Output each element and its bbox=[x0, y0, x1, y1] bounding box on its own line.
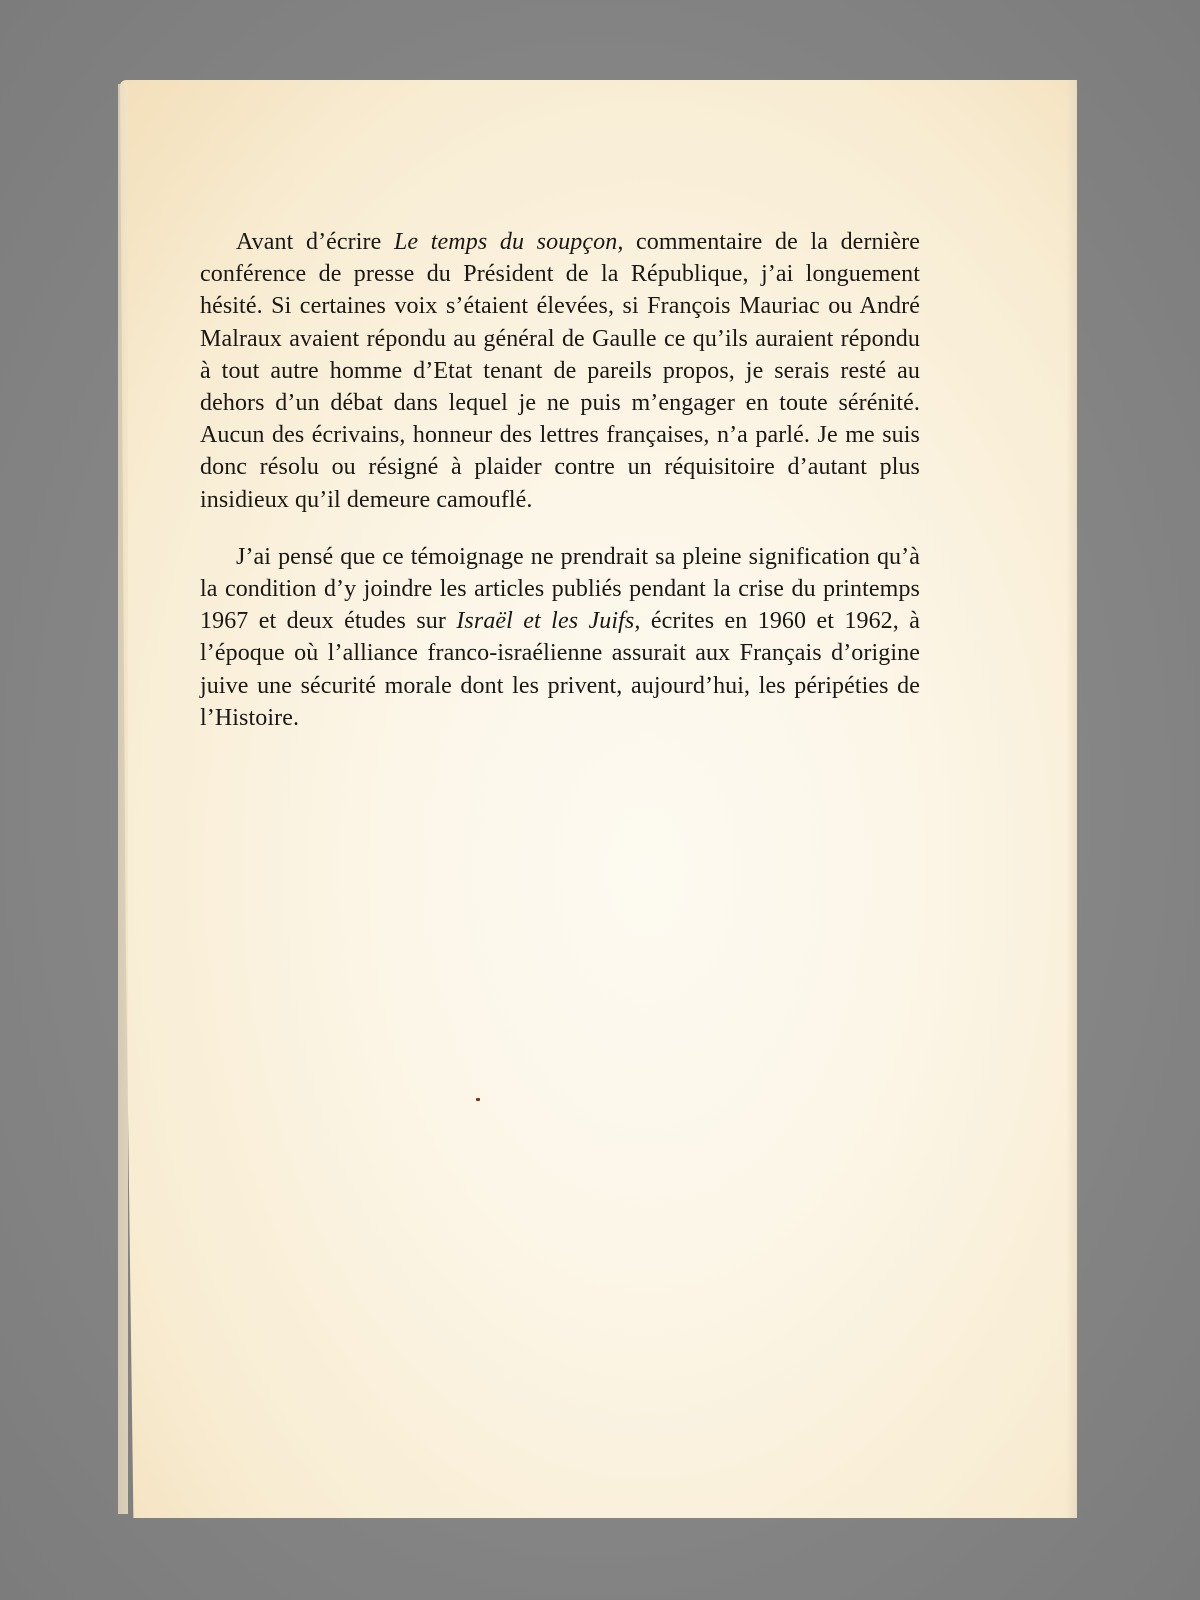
book-title-israel-et-les-juifs: Israël et les Juifs, bbox=[456, 608, 641, 635]
paragraph-2 bbox=[200, 541, 920, 734]
paper-speck bbox=[476, 1098, 480, 1101]
book-spine-edge bbox=[1066, 80, 1077, 1518]
paragraph-1 bbox=[200, 226, 920, 516]
blurb-text bbox=[200, 226, 920, 734]
paragraph-1-segment-3: commentaire de la dernière conférence de presse du Président de la République, j’ai longuement hésité. Si certaines voix s’étaient élevées, si François Mauriac ou André Malraux avaient répondu au général de Gaulle ce qu’ils auraient répondu à tout autre homme d’Etat tenant de pareils propos, je serais resté au dehors d’un débat dans lequel je ne puis m’engager en toute sérénité. Aucun des écrivains, honneur des lettres françaises, n’a parlé. Je me suis donc résolu ou résigné à plaider contre un réquisitoire d’autant plus insidieux qu’il demeure camouflé. bbox=[200, 229, 920, 513]
paragraph-2-segment-3: écrites en 1960 et 1962, à l’époque où l’alliance franco-israélienne assurait aux Français d’origine juive une sécurité morale dont les privent, aujourd’hui, les péripéties de l’Histoire. bbox=[200, 608, 920, 731]
paragraph-1-segment-1: Avant d’écrire bbox=[236, 229, 394, 255]
book-left-edge bbox=[118, 84, 128, 1514]
book-title-le-temps-du-soupcon: Le temps du soupçon, bbox=[393, 229, 624, 255]
paragraph-2-segment-1: J’ai pensé que ce témoignage ne prendrait sa pleine signification qu’à la condition d’y joindre les articles publiés pendant la crise du printemps 1967 et deux études sur bbox=[200, 543, 920, 635]
